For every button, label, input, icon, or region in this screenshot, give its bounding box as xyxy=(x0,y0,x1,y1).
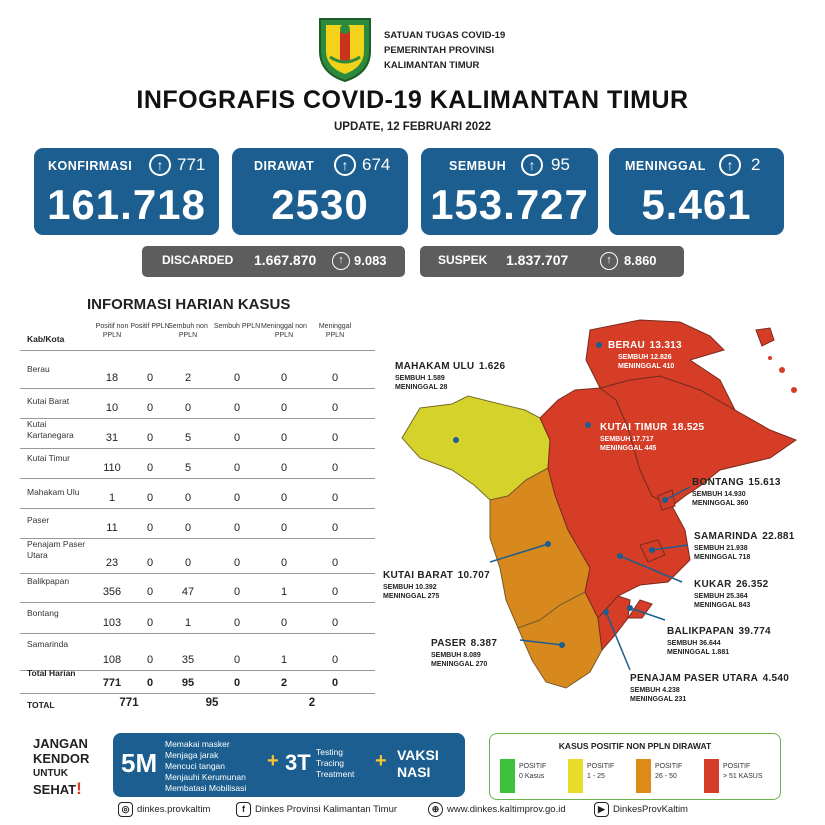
stat-label: SEMBUH xyxy=(449,159,507,173)
island-small xyxy=(779,367,785,373)
total-harian-cell: 771 xyxy=(102,677,122,689)
suspek-value: 1.837.707 xyxy=(506,252,569,268)
table-divider xyxy=(20,508,375,509)
stat-card-dirawat xyxy=(232,148,408,235)
table-cell: 1 xyxy=(184,617,192,629)
map-label-samarinda: SAMARINDA 22.881 SEMBUH 21.938 MENINGGAL 718 xyxy=(694,531,795,561)
stat-delta: 771 xyxy=(177,155,206,174)
table-row-label: Paser xyxy=(27,515,50,525)
table-cell: 0 xyxy=(331,586,339,598)
legend-text: POSITIF 26 - 50 xyxy=(655,763,683,780)
map-legend xyxy=(489,733,781,800)
table-cell: 0 xyxy=(146,432,154,444)
island-small xyxy=(768,356,772,360)
total-cell: 771 xyxy=(119,697,139,709)
table-cell: 18 xyxy=(105,372,119,384)
suspek-pill xyxy=(420,246,684,277)
table-cell: 0 xyxy=(146,522,154,534)
island-small xyxy=(791,387,797,393)
arrow-up-icon: ↑ xyxy=(334,154,356,176)
jangan-kendor-slogan: JANGAN KENDOR UNTUK SEHAT! xyxy=(33,736,90,798)
stat-total: 161.718 xyxy=(47,181,206,228)
stat-delta: 95 xyxy=(551,155,570,174)
table-cell: 0 xyxy=(331,522,339,534)
globe-icon: ⊕ xyxy=(428,802,443,817)
table-cell: 2 xyxy=(184,372,192,384)
total-cell: 95 xyxy=(205,697,219,709)
map-label-ppu: PENAJAM PASER UTARA 4.540 SEMBUH 4.238 MENINGGAL 231 xyxy=(630,673,790,703)
total-harian-cell: 0 xyxy=(233,677,241,689)
arrow-up-icon: ↑ xyxy=(719,154,741,176)
total-cell: 2 xyxy=(308,697,316,709)
legend-text: POSITIF 0 Kasus xyxy=(519,763,547,780)
table-row-label: Kutai Timur xyxy=(27,453,70,463)
table-cell: 0 xyxy=(280,557,288,569)
stat-total: 153.727 xyxy=(430,181,589,228)
table-cell: 0 xyxy=(184,492,192,504)
table-cell: 0 xyxy=(280,372,288,384)
suspek-delta: 8.860 xyxy=(624,253,657,268)
legend-swatch xyxy=(500,759,515,793)
table-cell: 1 xyxy=(280,586,288,598)
table-row-label: Samarinda xyxy=(27,639,69,649)
table-cell: 0 xyxy=(146,557,154,569)
total-harian-cell: 0 xyxy=(331,677,339,689)
legend-swatch xyxy=(568,759,583,793)
table-cell: 0 xyxy=(233,462,241,474)
table-cell: 0 xyxy=(331,402,339,414)
update-date: UPDATE, 12 FEBRUARI 2022 xyxy=(334,121,491,133)
column-header: Positif PPLN xyxy=(130,323,170,330)
table-cell: 0 xyxy=(184,522,192,534)
total-harian-label: Total Harian xyxy=(27,668,76,678)
stat-label: MENINGGAL xyxy=(625,159,706,173)
table-cell: 0 xyxy=(233,557,241,569)
total-harian-cell: 0 xyxy=(146,677,154,689)
table-cell: 0 xyxy=(233,372,241,384)
arrow-up-icon: ↑ xyxy=(521,154,543,176)
column-header: Meninggal PPLN xyxy=(318,323,352,339)
table-row-label: Kutai Barat xyxy=(27,396,70,406)
table-divider xyxy=(20,602,375,603)
table-divider xyxy=(20,388,375,389)
discarded-delta: 9.083 xyxy=(354,253,387,268)
kaltim-emblem-logo xyxy=(316,13,374,83)
legend-swatch xyxy=(704,759,719,793)
table-cell: 0 xyxy=(184,557,192,569)
table-cell: 108 xyxy=(102,654,122,666)
table-cell: 5 xyxy=(184,432,192,444)
map-label-berau: BERAU 13.313 SEMBUH 12.826 MENINGGAL 410 xyxy=(608,340,682,370)
column-header-kab: Kab/Kota xyxy=(27,334,65,344)
stat-card-sembuh xyxy=(421,148,598,235)
table-cell: 0 xyxy=(184,402,192,414)
table-cell: 0 xyxy=(146,617,154,629)
table-divider xyxy=(20,573,375,574)
stat-label: DIRAWAT xyxy=(254,159,315,173)
health-protocol-banner xyxy=(113,733,465,797)
table-divider xyxy=(20,448,375,449)
3t-list: Testing Tracing Treatment xyxy=(316,747,355,779)
legend-swatch xyxy=(636,759,651,793)
table-cell: 0 xyxy=(280,522,288,534)
map-label-bontang: BONTANG 15.613 SEMBUH 14.930 MENINGGAL 360 xyxy=(692,477,781,507)
discarded-value: 1.667.870 xyxy=(254,252,317,268)
table-cell: 1 xyxy=(108,492,116,504)
footer-instagram[interactable]: ◎ dinkes.provkaltim xyxy=(118,802,210,820)
table-row-label: Berau xyxy=(27,364,50,374)
facebook-icon: f xyxy=(236,802,251,817)
arrow-up-icon: ↑ xyxy=(600,252,618,270)
table-cell: 10 xyxy=(105,402,119,414)
table-cell: 0 xyxy=(280,462,288,474)
total-harian-cell: 2 xyxy=(280,677,288,689)
vaksinasi-label: VAKSI NASI xyxy=(397,747,439,780)
table-cell: 23 xyxy=(105,557,119,569)
stat-total: 5.461 xyxy=(641,181,752,228)
map-label-kukar: KUKAR 26.352 SEMBUH 25.364 MENINGGAL 843 xyxy=(694,579,769,609)
organization-name: SATUAN TUGAS COVID-19 PEMERINTAH PROVINSI KALIMANTAN TIMUR xyxy=(384,30,506,71)
legend-text: POSITIF 1 - 25 xyxy=(587,763,615,780)
table-row-label: Balikpapan xyxy=(27,576,70,586)
page-title: INFOGRAFIS COVID-19 KALIMANTAN TIMUR xyxy=(136,86,689,114)
table-cell: 0 xyxy=(280,402,288,414)
arrow-up-icon: ↑ xyxy=(149,154,171,176)
table-cell: 0 xyxy=(233,522,241,534)
table-cell: 103 xyxy=(102,617,122,629)
table-cell: 0 xyxy=(233,586,241,598)
table-cell: 0 xyxy=(233,432,241,444)
map-label-kutai-timur: KUTAI TIMUR 18.525 SEMBUH 17.717 MENINGGAL 445 xyxy=(600,422,705,452)
table-cell: 0 xyxy=(146,402,154,414)
map-dot xyxy=(596,342,602,348)
suspek-label: SUSPEK xyxy=(438,253,488,267)
5m-list: Memakai masker Menjaga jarak Mencuci tangan Menjauhi Kerumunan Membatasi Mobilisasi xyxy=(165,739,247,793)
table-cell: 0 xyxy=(331,492,339,504)
table-cell: 31 xyxy=(105,432,119,444)
instagram-icon: ◎ xyxy=(118,802,133,817)
table-divider xyxy=(20,478,375,479)
legend-title: KASUS POSITIF NON PPLN DIRAWAT xyxy=(558,741,712,751)
stat-delta: 2 xyxy=(751,155,761,174)
table-divider xyxy=(20,693,375,694)
table-cell: 0 xyxy=(146,462,154,474)
5m-label: 5M xyxy=(121,748,158,778)
discarded-pill xyxy=(142,246,405,277)
table-cell: 0 xyxy=(331,654,339,666)
table-cell: 0 xyxy=(233,654,241,666)
island-maratua xyxy=(756,328,774,346)
stat-total: 2530 xyxy=(271,181,369,228)
map-label-balikpapan: BALIKPAPAN 39.774 SEMBUH 36.644 MENINGGAL 1.881 xyxy=(667,626,771,656)
table-cell: 0 xyxy=(146,372,154,384)
table-cell: 0 xyxy=(280,492,288,504)
table-cell: 0 xyxy=(331,432,339,444)
footer-youtube[interactable]: ▶ DinkesProvKaltim xyxy=(594,802,688,820)
table-cell: 356 xyxy=(102,586,122,598)
table-row-label: Mahakam Ulu xyxy=(27,487,80,497)
map-dot xyxy=(453,437,459,443)
legend-text: POSITIF > 51 KASUS xyxy=(723,763,763,780)
3t-label: 3T xyxy=(285,750,311,775)
table-cell: 35 xyxy=(181,654,195,666)
table-divider xyxy=(20,350,375,351)
youtube-icon: ▶ xyxy=(594,802,609,817)
arrow-up-icon: ↑ xyxy=(332,252,350,270)
table-cell: 1 xyxy=(280,654,288,666)
table-cell: 11 xyxy=(106,522,118,534)
column-header: Sembuh non PPLN xyxy=(168,323,208,339)
stat-delta: 674 xyxy=(362,155,391,174)
map-dot xyxy=(585,422,591,428)
table-title: INFORMASI HARIAN KASUS xyxy=(87,296,291,313)
table-divider xyxy=(20,633,375,634)
column-header: Sembuh PPLN xyxy=(213,323,261,330)
map-label-kutai-barat: KUTAI BARAT 10.707 SEMBUH 10.392 MENINGGAL 275 xyxy=(383,570,490,600)
table-cell: 0 xyxy=(331,462,339,474)
table-row-label: Bontang xyxy=(27,608,59,618)
map-label-paser: PASER 8.387 SEMBUH 8.089 MENINGGAL 270 xyxy=(431,638,498,668)
column-header: Meninggal non PPLN xyxy=(261,323,307,339)
column-header: Positif non PPLN xyxy=(95,323,129,339)
table-cell: 5 xyxy=(184,462,192,474)
table-cell: 0 xyxy=(146,586,154,598)
discarded-label: DISCARDED xyxy=(162,253,234,267)
stat-label: KONFIRMASI xyxy=(48,159,133,173)
table-cell: 0 xyxy=(233,617,241,629)
plus-sign: + xyxy=(267,750,279,772)
stat-card-konfirmasi xyxy=(34,148,219,235)
table-cell: 0 xyxy=(280,617,288,629)
stat-card-meninggal xyxy=(609,148,784,235)
table-cell: 0 xyxy=(331,557,339,569)
table-cell: 0 xyxy=(331,372,339,384)
table-row-label: Kutai Kartanegara xyxy=(27,419,74,440)
total-harian-cell: 95 xyxy=(181,677,195,689)
table-cell: 0 xyxy=(233,402,241,414)
map-label-mahakam-ulu: MAHAKAM ULU 1.626 SEMBUH 1.589 MENINGGAL 28 xyxy=(395,361,506,391)
footer-facebook[interactable]: f Dinkes Provinsi Kalimantan Timur xyxy=(236,802,397,820)
total-label: TOTAL xyxy=(27,700,55,710)
table-cell: 110 xyxy=(103,462,121,474)
table-cell: 0 xyxy=(331,617,339,629)
table-cell: 0 xyxy=(146,654,154,666)
table-cell: 0 xyxy=(146,492,154,504)
footer-website[interactable]: ⊕ www.dinkes.kaltimprov.go.id xyxy=(428,802,566,820)
table-cell: 0 xyxy=(233,492,241,504)
table-cell: 0 xyxy=(280,432,288,444)
plus-sign: + xyxy=(375,750,387,772)
table-cell: 47 xyxy=(181,586,195,598)
table-row-label: Penajam Paser Utara xyxy=(27,539,86,560)
